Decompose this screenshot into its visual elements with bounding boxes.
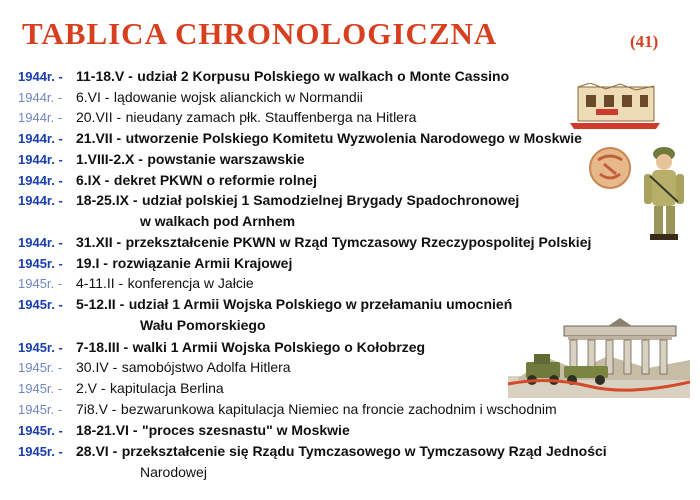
- event-description: samobójstwo Adolfa Hitlera: [121, 359, 291, 375]
- event-description: przekształcenie PKWN w Rząd Tymczasowy Rzeczypospolitej Polskiej: [125, 234, 592, 250]
- event-date: 21.VII -: [76, 130, 122, 146]
- event-year: 1944r. -: [18, 131, 63, 146]
- event-year: 1945r. -: [18, 340, 63, 355]
- event-date: 31.XII -: [76, 234, 122, 250]
- chronology-row: [18, 149, 305, 169]
- event-description: nieudany zamach płk. Stauffenberga na Hitlera: [125, 109, 417, 125]
- chronology-row: [18, 357, 291, 377]
- event-year: 1944r. -: [18, 90, 63, 105]
- event-date: 6.VI -: [76, 89, 110, 105]
- soldier-illustration: [584, 144, 694, 244]
- event-description: przekształcenie się Rządu Tymczasowego w Tymczasowy Rząd Jedności: [121, 443, 607, 459]
- event-year: 1944r. -: [18, 173, 63, 188]
- event-date: 2.V -: [76, 380, 106, 396]
- event-year: 1944r. -: [18, 69, 63, 84]
- chronology-row: [18, 107, 416, 127]
- event-date: 18-21.VI -: [76, 422, 138, 438]
- event-date: 7i8.V -: [76, 401, 117, 417]
- event-year: 1945r. -: [18, 381, 63, 396]
- chronology-row: [18, 420, 350, 440]
- chronology-row: [18, 378, 224, 398]
- event-date: 7-18.III -: [76, 339, 129, 355]
- event-year: 1944r. -: [18, 152, 63, 167]
- event-year: 1945r. -: [18, 276, 63, 291]
- event-description: walki 1 Armii Wojska Polskiego o Kołobrzeg: [132, 339, 426, 355]
- event-year: 1945r. -: [18, 423, 63, 438]
- chronology-row: [18, 232, 591, 252]
- chronology-row: [18, 253, 292, 273]
- ruined-building-illustration: [560, 83, 670, 133]
- event-year: 1944r. -: [18, 193, 63, 208]
- chronology-row: [18, 66, 509, 86]
- brandenburg-gate-illustration: [508, 318, 690, 398]
- event-description: lądowanie wojsk alianckich w Normandii: [113, 89, 363, 105]
- chronology-row: [18, 294, 512, 314]
- chronology-row: [18, 337, 425, 357]
- event-year: 1945r. -: [18, 402, 63, 417]
- event-date: 20.VII -: [76, 109, 122, 125]
- event-description: kapitulacja Berlina: [110, 380, 224, 396]
- chronology-row: [18, 128, 582, 148]
- chronology-row: [18, 273, 254, 293]
- event-year: 1944r. -: [18, 110, 63, 125]
- event-description: dekret PKWN o reformie rolnej: [113, 172, 317, 188]
- event-date: 11-18.V -: [76, 68, 133, 84]
- event-date: 1.VIII-2.X -: [76, 151, 143, 167]
- event-description: "proces szesnastu" w Moskwie: [141, 422, 350, 438]
- chronology-row: [18, 441, 607, 461]
- event-description-continued: w walkach pod Arnhem: [140, 213, 296, 229]
- event-description-continued: Wału Pomorskiego: [140, 317, 266, 333]
- event-year: 1945r. -: [18, 444, 63, 459]
- event-description: udział 2 Korpusu Polskiego w walkach o Monte Cassino: [137, 68, 510, 84]
- event-year: 1945r. -: [18, 256, 63, 271]
- event-date: 4-11.II -: [76, 275, 124, 291]
- chronology-row: [18, 87, 363, 107]
- event-description: udział polskiej 1 Samodzielnej Brygady Spadochronowej: [141, 192, 520, 208]
- event-description: bezwarunkowa kapitulacja Niemiec na froncie zachodnim i wschodnim: [120, 401, 557, 417]
- event-description-continued: Narodowej: [140, 464, 207, 480]
- chronology-row: [18, 170, 317, 190]
- event-date: 18-25.IX -: [76, 192, 138, 208]
- page-title: TABLICA CHRONOLOGICZNA: [22, 16, 498, 51]
- event-date: 5-12.II -: [76, 296, 125, 312]
- event-date: 28.VI -: [76, 443, 118, 459]
- event-description: powstanie warszawskie: [147, 151, 305, 167]
- page-number: (41): [630, 32, 659, 51]
- event-date: 30.IV -: [76, 359, 118, 375]
- event-year: 1945r. -: [18, 297, 63, 312]
- event-description: udział 1 Armii Wojska Polskiego w przełamaniu umocnień: [128, 296, 513, 312]
- event-date: 19.I -: [76, 255, 108, 271]
- event-description: utworzenie Polskiego Komitetu Wyzwolenia Narodowego w Moskwie: [125, 130, 582, 146]
- event-description: rozwiązanie Armii Krajowej: [112, 255, 293, 271]
- event-year: 1944r. -: [18, 235, 63, 250]
- chronology-row: [18, 399, 557, 419]
- event-description: konferencja w Jałcie: [127, 275, 254, 291]
- chronology-row: [18, 190, 519, 210]
- event-year: 1945r. -: [18, 360, 63, 375]
- event-date: 6.IX -: [76, 172, 110, 188]
